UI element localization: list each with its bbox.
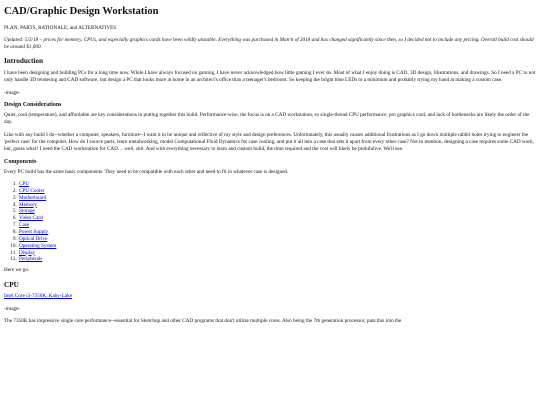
subtitle: PLAN, PARTS, RATIONALE, and ALTERNATIVES [4,24,117,31]
list-item [18,215,536,222]
components-list [4,181,536,263]
image-placeholder: -image- [4,89,21,96]
intro-heading: Introduction [4,57,44,66]
component-link-case[interactable]: Case [19,222,30,229]
design-heading: Design Considerations [4,101,62,108]
list-item [18,229,536,236]
list-item [18,195,536,202]
list-item [18,202,536,209]
page-title: CAD/Graphic Design Workstation [4,6,159,17]
list-item [18,243,536,250]
component-link-cpu[interactable]: CPU [19,180,30,187]
list-item [18,250,536,257]
cpu-paragraph: The 7350K has impressive single core performance--essential for Sketchup and other CAD programs that don't utilize multiple cores. Also being the 7th generation processor, puts this into the [4,317,402,324]
list-item [18,181,536,188]
component-link-operating-system[interactable]: Operating System [19,242,57,249]
list-item [18,256,536,263]
design-paragraph-2: Like with any build I do--whether a computer, speakers, furniture--I want it to be unique and reflective of my style and design preferences. Unfortunately, this usually causes additional frustrations as I go down multiple rabbit holes trying to engineer the 'perfect case' for the computer. How do I source parts, learn metalworking, model Computational Fluid Dynamics for case cooling, and put it all into a case that sets it apart from every other case? Not to mention, designing a case requires some CAD work, but, guess what? I need the CAD workstation for CAD… well, shit. And with everything necessary to learn and custom build, the time required and the cost will likely be prohibitive. We'll see. [4,131,534,153]
component-link-peripherals[interactable]: Peripherals [19,256,43,263]
component-link-display[interactable]: Display [19,249,36,256]
component-link-optical-drive[interactable]: Optical Drive [19,235,48,242]
components-outro: Here we go. [4,267,30,274]
component-link-video-card[interactable]: Video Card [19,215,43,222]
components-intro: Every PC build has the same basic components. They need to be compatible with each other and need to fit in whatever case is designed. [4,168,289,175]
list-item [18,236,536,243]
component-link-power-supply[interactable]: Power Supply [19,229,49,235]
components-heading: Components [4,158,37,165]
cpu-image-placeholder: -image- [4,305,21,312]
design-paragraph-1: Quiet, cool (temperature), and affordable are key considerations in putting together this build. Performance-wise, the focus is on a CAD workstation, so single-thread CPU performance, pro graphics card, and lack of bottlenecks are likely the order of the day. [4,112,530,126]
component-link-storage[interactable]: Storage [19,208,35,215]
list-item [18,222,536,229]
list-item [18,208,536,215]
list-item [18,188,536,195]
intro-paragraph: I have been designing and building PCs for a long time now. While I have always focused on gaming, I have never acknowledged how little gaming I ever do. Most of what I enjoy doing is CAD, 3D design, illustrations, and drawings. So I need a PC to not only handle 3D rendering and CAD software, but design a PC that looks more at home in an architect's office than a teenager's bedroom. So keeping the bright blue LEDs to a minimum and probably trying my hand at making a custom case. [4,70,536,84]
component-link-memory[interactable]: Memory [19,201,37,208]
component-link-cpu-cooler[interactable]: CPU Cooler [19,187,45,194]
cpu-product-link[interactable]: Intel Core i3-7350K, Kaby-Lake [4,293,72,300]
component-link-motherboard[interactable]: Motherboard [19,194,47,201]
update-note: Updated: 5/3/18 – prices for memory, CPUs, and especially graphics cards have been wildly unstable. Everything was purchased in March of 2018 and has changed significantly since then, so I decided not to include any pricing. Overall build cost should be around $1,000. [4,36,534,51]
cpu-link-paragraph [4,293,536,300]
cpu-heading: CPU [4,280,19,289]
